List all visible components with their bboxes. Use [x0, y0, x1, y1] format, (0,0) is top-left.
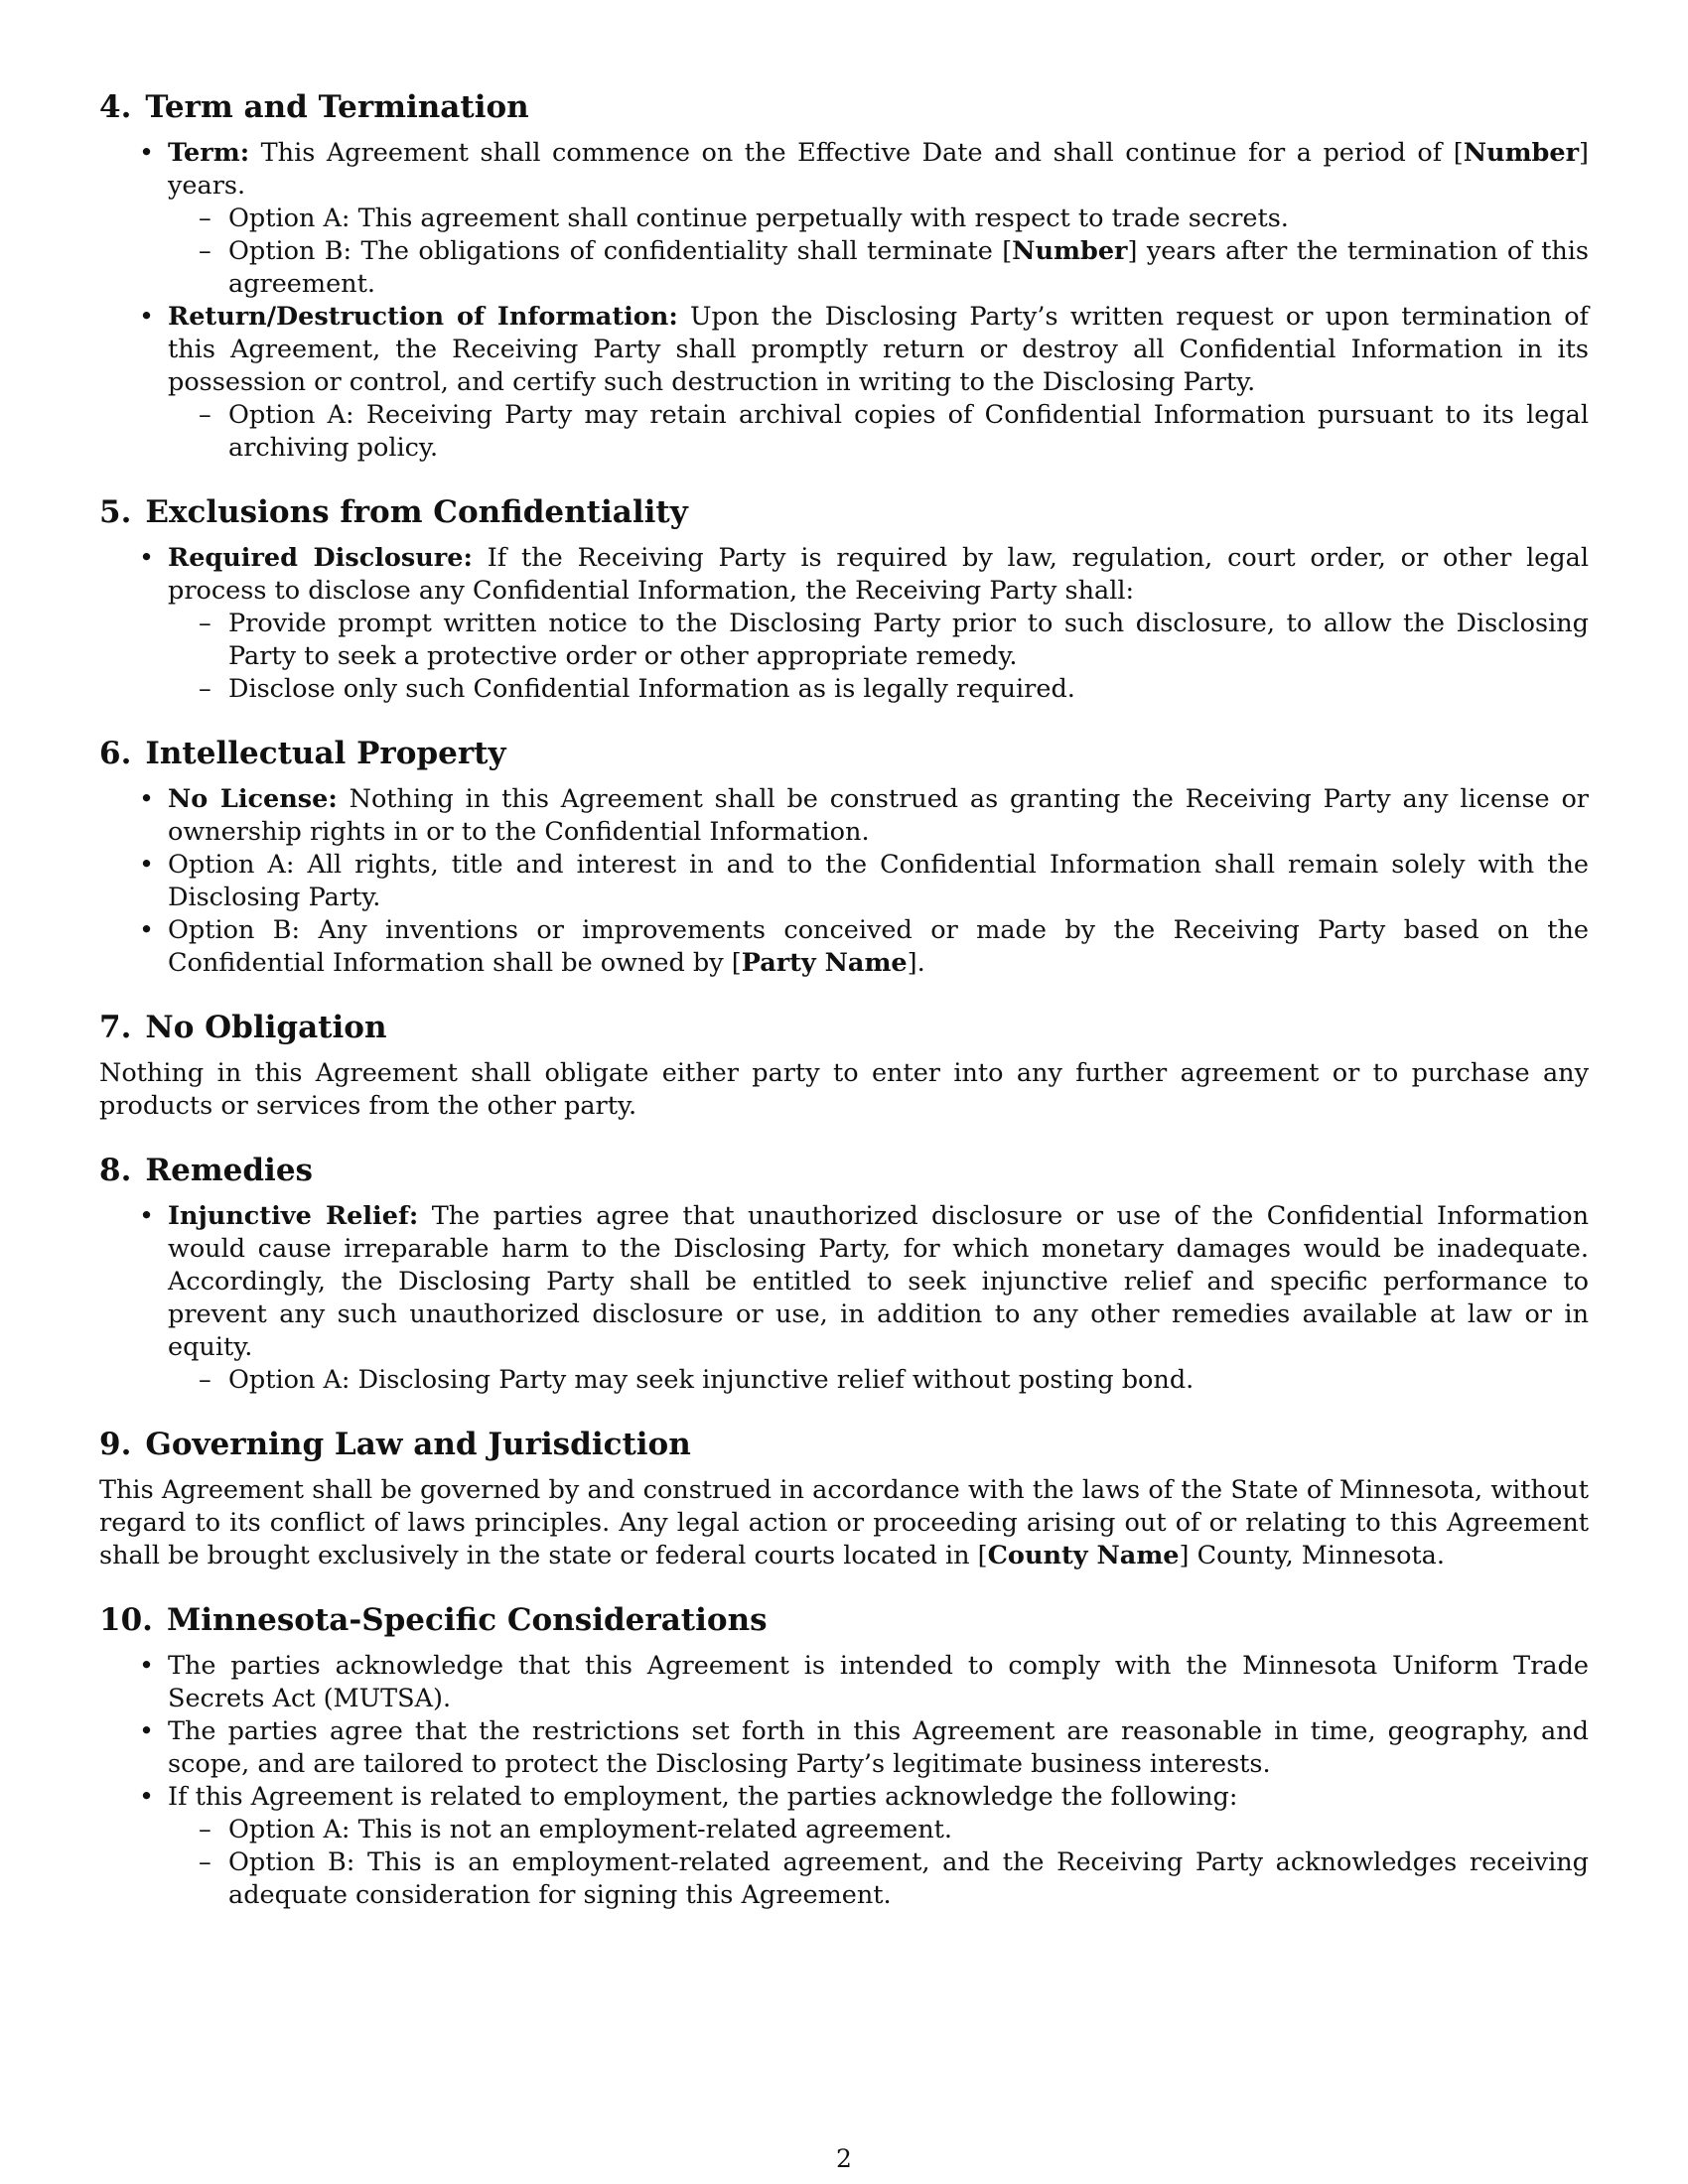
- sub-list-item: [99, 1364, 1589, 1397]
- list-item: [99, 1200, 1589, 1364]
- item-text: ].: [907, 948, 925, 978]
- paragraph: [99, 1474, 1589, 1572]
- list-item: [99, 914, 1589, 980]
- sub-list-item: [99, 673, 1589, 706]
- item-text: The parties agree that unauthorized disclosure or use of the Confidential Information would cause irreparable harm to the Disclosing Party, for which monetary damages would be inadequate. Accordingly, the Disclosing Party shall be entitled to seek injunctive relief and specific performance to prevent any such unauthorized disclosure or use, in addition to any other remedies available at law or in equity.: [168, 1201, 1589, 1362]
- item-text: Option A: This is not an employment-related agreement.: [228, 1815, 953, 1844]
- sub-list-item: [99, 1814, 1589, 1846]
- list-item: [99, 849, 1589, 914]
- list-item: [99, 542, 1589, 608]
- item-text: The parties acknowledge that this Agreement is intended to comply with the Minnesota Uniform Trade Secrets Act (MUTSA).: [168, 1651, 1589, 1713]
- item-text: Option B: The obligations of confidentiality shall terminate [: [228, 236, 1013, 266]
- section-governing-law: [99, 1425, 1589, 1572]
- item-text: If this Agreement is related to employment, the parties acknowledge the following:: [168, 1782, 1238, 1812]
- item-text: ] years after the termination of this agreement.: [228, 236, 1589, 299]
- section-intellectual-property: [99, 734, 1589, 980]
- item-text: Provide prompt written notice to the Disclosing Party prior to such disclosure, to allow the Disclosing Party to seek a protective order or other appropriate remedy.: [228, 609, 1589, 671]
- sub-list-item: [99, 235, 1589, 301]
- document-page: [99, 87, 1589, 1940]
- bullet-list: [99, 542, 1589, 706]
- item-text: Disclose only such Confidential Information as is legally required.: [228, 674, 1075, 704]
- item-label: Injunctive Relief:: [168, 1201, 419, 1231]
- section-title: Remedies: [145, 1153, 314, 1188]
- item-text: ] County, Minnesota.: [1179, 1541, 1445, 1570]
- section-title: Intellectual Property: [145, 736, 506, 771]
- item-text: If the Receiving Party is required by law, regulation, court order, or other legal process to disclose any Confidential Information, the Receiving Party shall:: [168, 543, 1590, 606]
- bullet-list: [99, 137, 1589, 465]
- section-number: 8.: [99, 1153, 132, 1188]
- list-item: [99, 137, 1589, 203]
- list-item: [99, 1650, 1589, 1715]
- list-item: [99, 783, 1589, 849]
- paragraph: Nothing in this Agreement shall obligate either party to enter into any further agreement or to purchase any products or services from the other party.: [99, 1058, 1589, 1121]
- item-text: This Agreement shall commence on the Effective Date and shall continue for a period of [: [260, 138, 1464, 168]
- placeholder-text: County Name: [987, 1541, 1180, 1570]
- placeholder-text: Party Name: [741, 948, 908, 978]
- sub-list-item: [99, 1846, 1589, 1912]
- item-text: This Agreement shall be governed by and construed in accordance with the laws of the State of Minnesota, without regard to its conflict of laws principles. Any legal action or proceeding arising out of or relating to this Agreement shall be brought exclusively in the state or federal courts located in [: [99, 1475, 1589, 1570]
- item-text: Option A: All rights, title and interest in and to the Confidential Information shall remain solely with the Disclosing Party.: [168, 850, 1589, 912]
- section-number: 7.: [99, 1010, 132, 1045]
- section-title: Term and Termination: [145, 89, 529, 125]
- section-title: Exclusions from Confidentiality: [145, 494, 688, 530]
- item-text: Option B: This is an employment-related agreement, and the Receiving Party acknowledges receiving adequate consideration for signing this Agreement.: [228, 1847, 1589, 1910]
- section-heading: [99, 1151, 1589, 1190]
- section-number: 6.: [99, 736, 132, 771]
- bullet-list: [99, 783, 1589, 980]
- section-exclusions: [99, 492, 1589, 706]
- section-heading: [99, 1600, 1589, 1640]
- sub-list-item: [99, 399, 1589, 465]
- section-heading: [99, 87, 1589, 127]
- section-minnesota-specific: [99, 1600, 1589, 1912]
- section-heading: [99, 1008, 1589, 1047]
- section-title: Minnesota-Specific Considerations: [166, 1602, 768, 1638]
- bullet-list: [99, 1650, 1589, 1912]
- section-number: 4.: [99, 89, 132, 125]
- list-item: [99, 1781, 1589, 1814]
- item-label: Required Disclosure:: [168, 543, 473, 573]
- placeholder-text: Number: [1012, 236, 1128, 266]
- item-text: ] years.: [168, 138, 1589, 201]
- item-text: The parties agree that the restrictions set forth in this Agreement are reasonable in time, geography, and scope, and are tailored to protect the Disclosing Party’s legitimate business interests.: [168, 1716, 1589, 1779]
- section-term-and-termination: [99, 87, 1589, 465]
- item-label: Term:: [168, 138, 250, 168]
- sub-list-item: [99, 203, 1589, 235]
- item-text: Option A: Disclosing Party may seek injunctive relief without posting bond.: [228, 1365, 1195, 1395]
- list-item: [99, 301, 1589, 399]
- section-number: 9.: [99, 1427, 132, 1462]
- section-title: Governing Law and Jurisdiction: [145, 1427, 691, 1462]
- item-label: No License:: [168, 784, 338, 814]
- section-number: 5.: [99, 494, 132, 530]
- item-text: Option A: This agreement shall continue perpetually with respect to trade secrets.: [228, 204, 1289, 233]
- section-title: No Obligation: [145, 1010, 387, 1045]
- item-text: Option A: Receiving Party may retain archival copies of Confidential Information pursuant to its legal archiving policy.: [228, 400, 1589, 463]
- section-number: 10.: [99, 1602, 153, 1638]
- placeholder-text: Number: [1463, 138, 1580, 168]
- list-item: [99, 1715, 1589, 1781]
- section-remedies: [99, 1151, 1589, 1397]
- page-number: 2: [836, 2144, 852, 2173]
- section-no-obligation: [99, 1008, 1589, 1123]
- item-text: Option B: Any inventions or improvements conceived or made by the Receiving Party based on the Confidential Information shall be owned by [: [168, 915, 1589, 978]
- item-text: Nothing in this Agreement shall be construed as granting the Receiving Party any license or ownership rights in or to the Confidential Information.: [168, 784, 1589, 847]
- item-text: Upon the Disclosing Party’s written request or upon termination of this Agreement, the Receiving Party shall promptly return or destroy all Confidential Information in its possession or control, and certify such destruction in writing to the Disclosing Party.: [168, 302, 1589, 397]
- bullet-list: [99, 1200, 1589, 1397]
- item-label: Return/Destruction of Information:: [168, 302, 678, 332]
- section-heading: [99, 492, 1589, 532]
- sub-list-item: [99, 608, 1589, 673]
- section-heading: [99, 734, 1589, 773]
- section-heading: [99, 1425, 1589, 1464]
